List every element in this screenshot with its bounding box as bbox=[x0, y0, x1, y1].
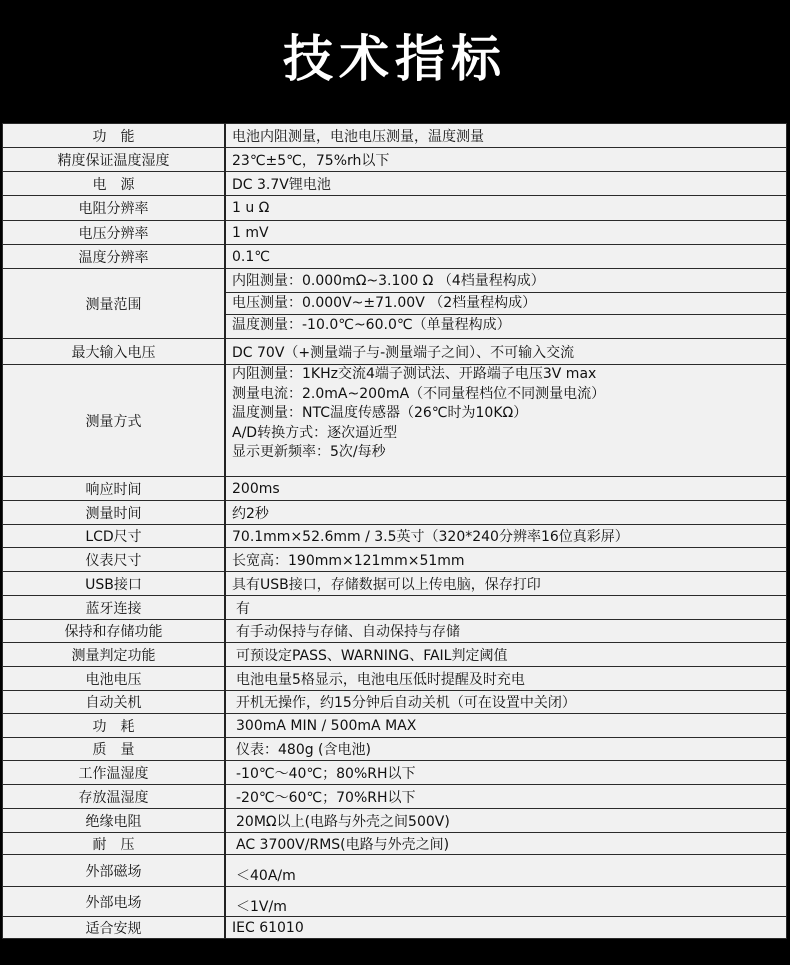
row-value: 1 mV bbox=[225, 221, 787, 245]
row-value bbox=[225, 855, 787, 887]
table-row bbox=[3, 620, 787, 643]
row-value: 20MΩ以上(电路与外壳之间500V) bbox=[225, 809, 787, 833]
row-key: 存放温湿度 bbox=[3, 785, 226, 809]
table-row bbox=[3, 738, 787, 761]
table-row bbox=[3, 917, 787, 939]
row-value bbox=[225, 365, 787, 477]
table-row bbox=[3, 572, 787, 596]
row-key: 电 源 bbox=[3, 172, 226, 196]
row-key: 自动关机 bbox=[3, 691, 226, 714]
table-row bbox=[3, 269, 787, 339]
row-value: 70.1mm×52.6mm / 3.5英寸（320*240分辨率16位真彩屏） bbox=[225, 525, 787, 548]
row-value: 有手动保持与存储、自动保持与存储 bbox=[225, 620, 787, 643]
table-row bbox=[3, 477, 787, 501]
table-row bbox=[3, 714, 787, 738]
row-key: 仪表尺寸 bbox=[3, 548, 226, 572]
table-row bbox=[3, 596, 787, 620]
row-key: 测量判定功能 bbox=[3, 643, 226, 667]
row-value bbox=[225, 887, 787, 917]
row-key: 电池电压 bbox=[3, 667, 226, 691]
row-key: 测量范围 bbox=[3, 269, 226, 339]
row-value: 具有USB接口，存储数据可以上传电脑，保存打印 bbox=[225, 572, 787, 596]
row-key: 最大输入电压 bbox=[3, 339, 226, 365]
method-line: A/D转换方式：逐次逼近型 bbox=[232, 424, 398, 441]
row-value: -20℃～60℃；70%RH以下 bbox=[225, 785, 787, 809]
table-row bbox=[3, 833, 787, 855]
page-title: 技术指标 bbox=[283, 30, 507, 88]
table-row bbox=[3, 643, 787, 667]
row-value: 300mA MIN / 500mA MAX bbox=[225, 714, 787, 738]
method-line: 显示更新频率：5次/每秒 bbox=[232, 444, 386, 460]
row-value: 开机无操作，约15分钟后自动关机（可在设置中关闭） bbox=[225, 691, 787, 714]
row-key: 蓝牙连接 bbox=[3, 596, 226, 620]
table-row bbox=[3, 365, 787, 477]
table-row bbox=[3, 525, 787, 548]
table-row bbox=[3, 221, 787, 245]
row-value: 1 u Ω bbox=[225, 196, 787, 221]
row-value bbox=[225, 269, 787, 339]
table-row bbox=[3, 809, 787, 833]
header-banner bbox=[0, 0, 790, 125]
table-row bbox=[3, 691, 787, 714]
method-line: 测量电流：2.0mA~200mA（不同量程档位不同测量电流） bbox=[232, 385, 606, 402]
table-row bbox=[3, 667, 787, 691]
table-row bbox=[3, 761, 787, 785]
range-line: 温度测量：-10.0℃~60.0℃（单量程构成） bbox=[226, 314, 786, 336]
row-key: 功 能 bbox=[3, 124, 226, 148]
range-line: 电压测量：0.000V~±71.00V （2档量程构成） bbox=[226, 292, 786, 314]
row-value: 长宽高：190mm×121mm×51mm bbox=[225, 548, 787, 572]
table-row bbox=[3, 172, 787, 196]
row-value-text: ＜1V/m bbox=[236, 898, 287, 915]
table-row bbox=[3, 245, 787, 269]
row-key: 响应时间 bbox=[3, 477, 226, 501]
row-value: 电池内阻测量，电池电压测量，温度测量 bbox=[225, 124, 787, 148]
row-value-text: ＜40A/m bbox=[236, 867, 296, 884]
table-row bbox=[3, 148, 787, 172]
row-key: 耐 压 bbox=[3, 833, 226, 855]
row-value: 0.1℃ bbox=[225, 245, 787, 269]
table-row bbox=[3, 124, 787, 148]
row-key: 绝缘电阻 bbox=[3, 809, 226, 833]
row-key: 质 量 bbox=[3, 738, 226, 761]
method-line: 内阻测量：1KHz交流4端子测试法、开路端子电压3V max bbox=[232, 366, 597, 382]
row-value: 200ms bbox=[225, 477, 787, 501]
row-value: IEC 61010 bbox=[225, 917, 787, 939]
row-key: 精度保证温度湿度 bbox=[3, 148, 226, 172]
row-key: LCD尺寸 bbox=[3, 525, 226, 548]
row-value: -10℃～40℃；80%RH以下 bbox=[225, 761, 787, 785]
row-value: AC 3700V/RMS(电路与外壳之间) bbox=[225, 833, 787, 855]
table-row bbox=[3, 785, 787, 809]
row-key: 工作温湿度 bbox=[3, 761, 226, 785]
row-key: 功 耗 bbox=[3, 714, 226, 738]
row-value: 可预设定PASS、WARNING、FAIL判定阈值 bbox=[225, 643, 787, 667]
method-line: 温度测量：NTC温度传感器（26℃时为10KΩ） bbox=[232, 405, 528, 421]
row-value: 有 bbox=[225, 596, 787, 620]
row-key: USB接口 bbox=[3, 572, 226, 596]
table-row bbox=[3, 339, 787, 365]
table-row bbox=[3, 501, 787, 525]
row-value: DC 3.7V锂电池 bbox=[225, 172, 787, 196]
row-value: 约2秒 bbox=[225, 501, 787, 525]
table-row bbox=[3, 548, 787, 572]
row-key: 电压分辨率 bbox=[3, 221, 226, 245]
row-key: 温度分辨率 bbox=[3, 245, 226, 269]
row-key: 保持和存储功能 bbox=[3, 620, 226, 643]
row-value: DC 70V（+测量端子与-测量端子之间）、不可输入交流 bbox=[225, 339, 787, 365]
row-key: 电阻分辨率 bbox=[3, 196, 226, 221]
row-value: 仪表：480g (含电池) bbox=[225, 738, 787, 761]
row-value: 电池电量5格显示，电池电压低时提醒及时充电 bbox=[225, 667, 787, 691]
row-value: 23℃±5℃，75%rh以下 bbox=[225, 148, 787, 172]
row-key: 测量方式 bbox=[3, 365, 226, 477]
row-key: 外部电场 bbox=[3, 887, 226, 917]
table-row bbox=[3, 887, 787, 917]
row-key: 适合安规 bbox=[3, 917, 226, 939]
spec-table bbox=[2, 123, 787, 939]
table-row bbox=[3, 855, 787, 887]
row-key: 外部磁场 bbox=[3, 855, 226, 887]
row-key: 测量时间 bbox=[3, 501, 226, 525]
table-row bbox=[3, 196, 787, 221]
range-line: 内阻测量：0.000mΩ~3.100 Ω （4档量程构成） bbox=[232, 273, 545, 289]
